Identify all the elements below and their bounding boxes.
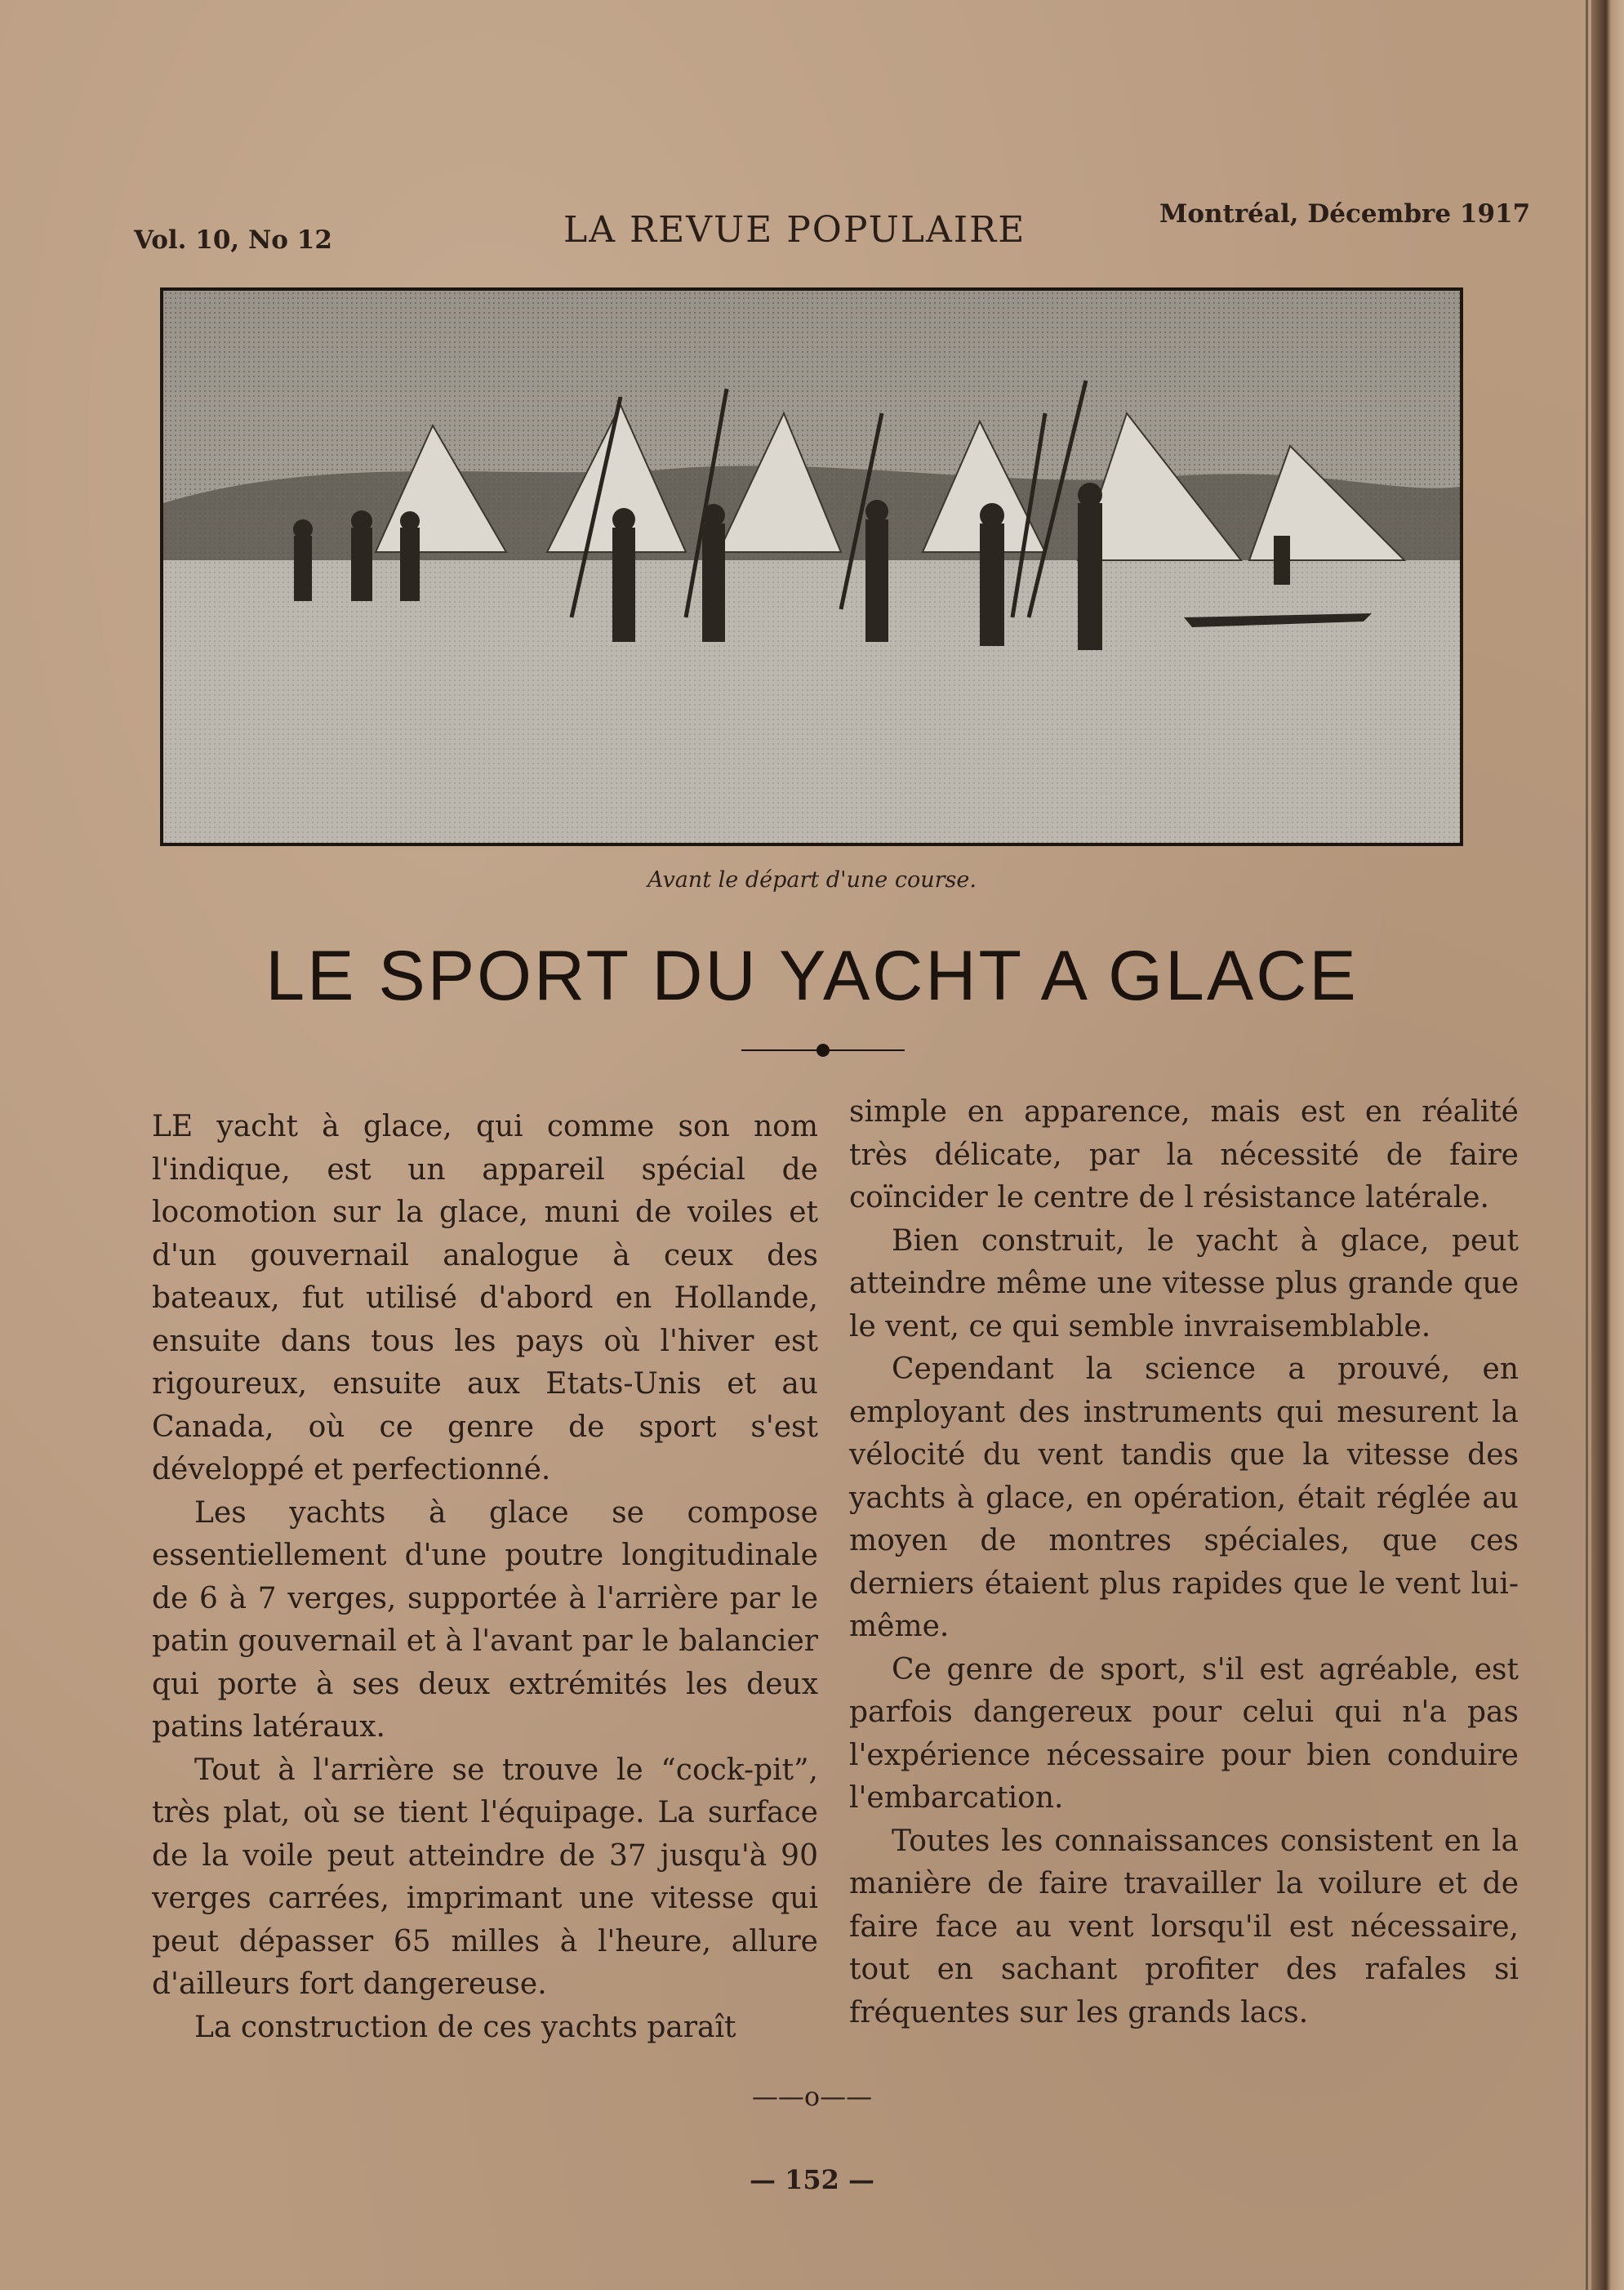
- paragraph: Tout à l'arrière se trouve le “cock-pit”, très plat, où se tient l'équipage. La surface de la voile peut atteindre de 37 jusqu'à 90 verges carrées, imprimant une vitesse qui peut dépasser 65 milles à l'heure, allure d'ailleurs fort dangereuse.: [152, 1753, 818, 2001]
- page-edge: [1591, 0, 1624, 2290]
- photo-caption: Avant le départ d'une course.: [647, 867, 977, 893]
- paragraph: Les yachts à glace se compose essentiellement d'une poutre longitudinale de 6 à 7 verges, supportée à l'arrière par le patin gouvernail et à l'avant par le balancier qui porte à ses deux extrémités les deux patins latéraux.: [152, 1495, 818, 1744]
- ornament-dot: [816, 1044, 830, 1057]
- paragraph: Cependant la science a prouvé, en employant des instruments qui mesurent la vélocité du vent tandis que la vitesse des yachts à glace, en opération, était réglée au moyen de montres spéciales, que ces derniers étaient plus rapides que le vent lui-même.: [849, 1352, 1519, 1643]
- paragraph: Ce genre de sport, s'il est agréable, est parfois dangereux pour celui qui n'a pas l'expérience nécessaire pour bien conduire l'embarcation.: [849, 1652, 1519, 1815]
- publication-title: LA REVUE POPULAIRE: [563, 209, 1026, 251]
- paragraph: LE yacht à glace, qui comme son nom l'indique, est un appareil spécial de locomotion sur la glace, muni de voiles et d'un gouvernail analogue à ceux des bateaux, fut utilisé d'abord en Hollande, ensuite dans tous les pays où l'hiver est rigoureux, ensuite aux Etats-Unis et au Canada, où ce genre de sport s'est développé et perfectionné.: [152, 1110, 818, 1486]
- article-column-left: [152, 1106, 818, 2049]
- paragraph: Bien construit, le yacht à glace, peut atteindre même une vitesse plus grande que le vent, ce qui semble invraisemblable.: [849, 1223, 1519, 1343]
- ornament-rule-right: [830, 1049, 905, 1051]
- page-number: — 152 —: [749, 2164, 875, 2195]
- paragraph: simple en apparence, mais est en réalité très délicate, par la nécessité de faire coïncider le centre de l résistance latérale.: [849, 1095, 1519, 1214]
- ice-yachts-photo: [163, 291, 1460, 843]
- article-column-right: [849, 1091, 1519, 2034]
- article-title: LE SPORT DU YACHT A GLACE: [265, 937, 1359, 1015]
- binding-edge: [1586, 0, 1588, 2290]
- end-separator: ——o——: [751, 2081, 873, 2112]
- paragraph: Toutes les connaissances consistent en la manière de faire travailler la voilure et de faire face au vent lorsqu'il est nécessaire, tout en sachant profiter des rafales si fréquentes sur les grands lacs.: [849, 1824, 1519, 2029]
- paragraph: La construction de ces yachts paraît: [194, 2010, 736, 2044]
- volume-number: Vol. 10, No 12: [134, 225, 332, 255]
- ornament-rule-left: [741, 1049, 816, 1051]
- title-ornament: [741, 1041, 905, 1059]
- halftone-photo: [160, 287, 1463, 846]
- running-header: [0, 196, 1624, 253]
- dateline: Montréal, Décembre 1917: [1159, 199, 1531, 229]
